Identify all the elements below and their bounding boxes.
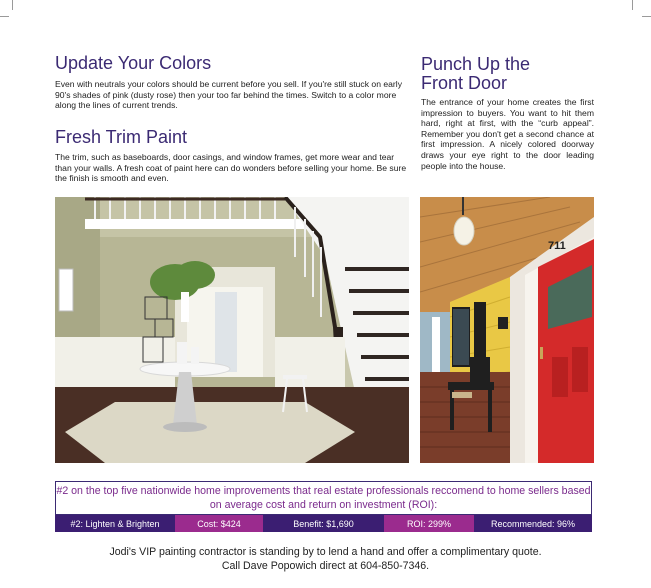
fresh-trim-text: The trim, such as baseboards, door casings, and window frames, get more wear and tear than your walls. A fresh coat of paint here can do wonders before selling your home. Be sure the finish is smooth and even. xyxy=(55,152,407,184)
stat-roi xyxy=(384,515,474,532)
stat-cost-label: Cost: $424 xyxy=(197,518,241,529)
foyer-illustration xyxy=(55,197,409,463)
stat-recommended xyxy=(474,515,592,532)
stat-cost xyxy=(175,515,263,532)
footer-line-1: Jodi's VIP painting contractor is standing by to lend a hand and offer a complimentary quote. xyxy=(109,546,542,558)
crop-mark-left-horizontal xyxy=(0,16,9,17)
update-colors-text: Even with neutrals your colors should be current before you sell. If you're still stuck on early 90's shades of pink (dusty rose) then your too far behind the times. Switch to a color more along the lines of current trends. xyxy=(55,79,402,111)
front-porch-photo xyxy=(420,197,594,463)
stat-benefit xyxy=(263,515,384,532)
stat-recommended-label: Recommended: 96% xyxy=(490,518,576,529)
crop-mark-right-horizontal xyxy=(642,16,651,17)
roi-banner xyxy=(55,481,592,515)
stat-rank-label: #2: Lighten & Brighten xyxy=(70,518,160,529)
front-door-heading xyxy=(421,55,530,93)
crop-mark-right-vertical xyxy=(632,0,633,10)
crop-mark-left-vertical xyxy=(12,0,13,10)
roi-banner-text: #2 on the top five nationwide home improvements that real estate professionals reccomend to home sellers based on average cost and return on investment (ROI): xyxy=(56,485,591,511)
porch-illustration xyxy=(420,197,594,463)
front-door-text: The entrance of your home creates the first impression to buyers. You want to hit them hard, right at first, with the “curb appeal”. Remember you don't get a second chance at first impression. A nicely colored doorway draws your eye right to the door leading people into the house. xyxy=(421,97,594,171)
front-door-heading-line1: Punch Up the xyxy=(421,54,531,74)
stat-rank xyxy=(55,515,175,532)
front-door-heading-line2: Front Door xyxy=(421,73,508,93)
fresh-trim-heading: Fresh Trim Paint xyxy=(55,127,188,147)
foyer-staircase-photo xyxy=(55,197,409,463)
house-number: 711 xyxy=(548,240,566,252)
stat-benefit-label: Benefit: $1,690 xyxy=(293,518,354,529)
stats-bar xyxy=(55,515,592,532)
footer-line-2: Call Dave Popowich direct at 604-850-7346. xyxy=(221,560,430,572)
update-colors-heading: Update Your Colors xyxy=(55,53,212,73)
stat-roi-label: ROI: 299% xyxy=(406,518,452,529)
